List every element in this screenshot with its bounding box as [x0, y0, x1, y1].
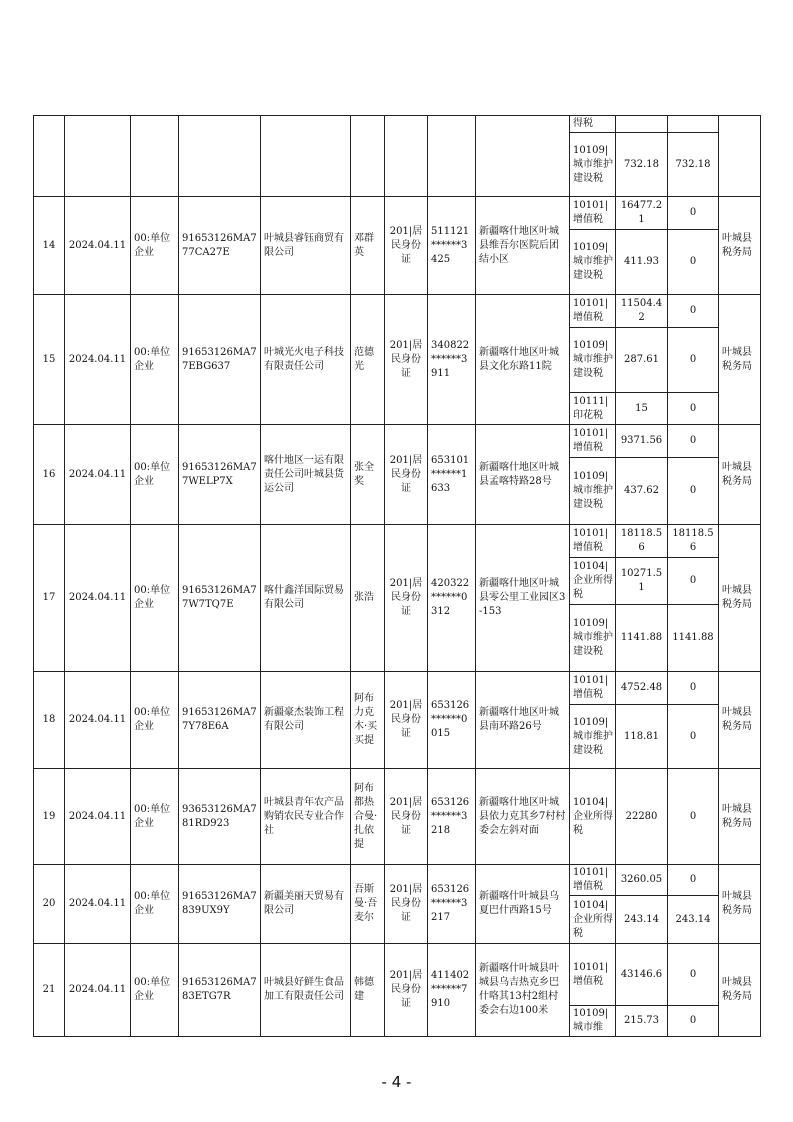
- empty-cell: [719, 116, 761, 197]
- company-name: 喀什地区一运有限责任公司叶城县货运公司: [261, 425, 351, 525]
- tax-item: 得税: [570, 116, 616, 133]
- tax-authority: 叶城县税务局: [719, 525, 761, 672]
- company-name: 喀什鑫洋国际贸易有限公司: [261, 525, 351, 672]
- tax-item: 10101|增值税: [570, 672, 616, 705]
- record-date: 2024.04.11: [65, 425, 131, 525]
- tax-amount: 4752.48: [616, 672, 668, 705]
- tax-item: 10104|企业所得税: [570, 769, 616, 865]
- tax-amount: 43146.6: [616, 944, 668, 1006]
- tax-authority: 叶城县税务局: [719, 769, 761, 865]
- empty-cell: [34, 116, 65, 197]
- credit-code: 91653126MA77EBG637: [179, 295, 261, 425]
- legal-representative: 张浩: [351, 525, 385, 672]
- tax-amount: 215.73: [616, 1006, 668, 1037]
- table-row: [34, 525, 761, 558]
- record-number: 16: [34, 425, 65, 525]
- record-number: 17: [34, 525, 65, 672]
- business-address: 新疆喀什地区叶城县零公里工业园区3-153: [476, 525, 570, 672]
- record-number: 21: [34, 944, 65, 1037]
- id-type: 201|居民身份证: [385, 944, 428, 1037]
- taxpayer-type: 00:单位企业: [131, 197, 179, 295]
- record-date: 2024.04.11: [65, 944, 131, 1037]
- empty-cell: [428, 116, 476, 197]
- tax-item: 10109|城市维护建设税: [570, 458, 616, 525]
- id-type: 201|居民身份证: [385, 525, 428, 672]
- legal-representative: 张全奖: [351, 425, 385, 525]
- taxpayer-type: 00:单位企业: [131, 425, 179, 525]
- company-name: 新疆豪杰装饰工程有限公司: [261, 672, 351, 769]
- record-date: 2024.04.11: [65, 295, 131, 425]
- legal-representative: 阿布力克木·买买提: [351, 672, 385, 769]
- table-row: [34, 197, 761, 230]
- tax-unpaid: 0: [668, 295, 719, 328]
- tax-item: 10109|城市维护建设税: [570, 705, 616, 769]
- tax-item: 10109|城市维护建设税: [570, 328, 616, 393]
- tax-amount: 15: [616, 393, 668, 425]
- record-number: 14: [34, 197, 65, 295]
- tax-unpaid: 0: [668, 558, 719, 605]
- legal-representative: 邓群英: [351, 197, 385, 295]
- tax-amount: 10271.51: [616, 558, 668, 605]
- id-type: 201|居民身份证: [385, 865, 428, 944]
- tax-amount: 16477.21: [616, 197, 668, 230]
- empty-cell: [179, 116, 261, 197]
- tax-unpaid: 18118.56: [668, 525, 719, 558]
- tax-amount: 437.62: [616, 458, 668, 525]
- tax-unpaid: 0: [668, 393, 719, 425]
- tax-unpaid: [668, 116, 719, 133]
- id-number: 420322******0312: [428, 525, 476, 672]
- tax-unpaid: 0: [668, 769, 719, 865]
- credit-code: 93653126MA781RD923: [179, 769, 261, 865]
- tax-amount: [616, 116, 668, 133]
- legal-representative: 吾斯曼·吾麦尔: [351, 865, 385, 944]
- credit-code: 91653126MA783ETG7R: [179, 944, 261, 1037]
- business-address: 新疆喀什地区叶城县文化东路11院: [476, 295, 570, 425]
- id-type: 201|居民身份证: [385, 425, 428, 525]
- tax-item: 10109|城市维护建设税: [570, 133, 616, 197]
- record-number: 18: [34, 672, 65, 769]
- tax-item: 10101|增值税: [570, 197, 616, 230]
- business-address: 新疆喀什地区叶城县南环路26号: [476, 672, 570, 769]
- tax-unpaid: 0: [668, 944, 719, 1006]
- tax-authority: 叶城县税务局: [719, 672, 761, 769]
- tax-item: 10101|增值税: [570, 525, 616, 558]
- tax-unpaid: 0: [668, 672, 719, 705]
- tax-item: 10101|增值税: [570, 295, 616, 328]
- record-number: 20: [34, 865, 65, 944]
- tax-item: 10111|印花税: [570, 393, 616, 425]
- table-row: [34, 944, 761, 1006]
- tax-item: 10101|增值税: [570, 865, 616, 896]
- tax-record-table: [33, 115, 761, 1037]
- tax-amount: 22280: [616, 769, 668, 865]
- id-number: 653126******3217: [428, 865, 476, 944]
- taxpayer-type: 00:单位企业: [131, 769, 179, 865]
- tax-item: 10104|企业所得税: [570, 558, 616, 605]
- table-body: [34, 116, 761, 1037]
- tax-item: 10109|城市维护建设税: [570, 605, 616, 672]
- empty-cell: [131, 116, 179, 197]
- tax-unpaid: 0: [668, 230, 719, 295]
- empty-cell: [385, 116, 428, 197]
- empty-cell: [261, 116, 351, 197]
- business-address: 新疆喀什地区叶城县维吾尔医院后团结小区: [476, 197, 570, 295]
- tax-amount: 287.61: [616, 328, 668, 393]
- legal-representative: 范德光: [351, 295, 385, 425]
- tax-authority: 叶城县税务局: [719, 944, 761, 1037]
- tax-unpaid: 0: [668, 1006, 719, 1037]
- legal-representative: 韩德建: [351, 944, 385, 1037]
- id-number: 511121******3425: [428, 197, 476, 295]
- credit-code: 91653126MA77WELP7X: [179, 425, 261, 525]
- id-number: 340822******3911: [428, 295, 476, 425]
- tax-unpaid: 0: [668, 705, 719, 769]
- empty-cell: [476, 116, 570, 197]
- taxpayer-type: 00:单位企业: [131, 944, 179, 1037]
- tax-unpaid: 243.14: [668, 896, 719, 944]
- tax-amount: 1141.88: [616, 605, 668, 672]
- tax-amount: 243.14: [616, 896, 668, 944]
- tax-unpaid: 0: [668, 458, 719, 525]
- credit-code: 91653126MA77W7TQ7E: [179, 525, 261, 672]
- tax-amount: 732.18: [616, 133, 668, 197]
- record-number: 15: [34, 295, 65, 425]
- company-name: 叶城光火电子科技有限责任公司: [261, 295, 351, 425]
- taxpayer-type: 00:单位企业: [131, 295, 179, 425]
- id-number: 653126******0015: [428, 672, 476, 769]
- business-address: 新疆喀什地区叶城县孟喀特路28号: [476, 425, 570, 525]
- tax-item: 10109|城市维护建设税: [570, 230, 616, 295]
- table-row: [34, 295, 761, 328]
- tax-item: 10101|增值税: [570, 944, 616, 1006]
- tax-unpaid: 1141.88: [668, 605, 719, 672]
- empty-cell: [351, 116, 385, 197]
- tax-authority: 叶城县税务局: [719, 295, 761, 425]
- table-row: [34, 116, 761, 133]
- table-row: [34, 672, 761, 705]
- tax-amount: 411.93: [616, 230, 668, 295]
- id-type: 201|居民身份证: [385, 769, 428, 865]
- id-number: 653126******3218: [428, 769, 476, 865]
- legal-representative: 阿布都热合曼·扎依提: [351, 769, 385, 865]
- credit-code: 91653126MA77Y78E6A: [179, 672, 261, 769]
- business-address: 新疆喀什叶城县叶城县乌吉热克乡巴什咯其13村2组村委会右边100米: [476, 944, 570, 1037]
- tax-amount: 18118.56: [616, 525, 668, 558]
- company-name: 叶城县好鲜生食品加工有限责任公司: [261, 944, 351, 1037]
- tax-amount: 3260.05: [616, 865, 668, 896]
- tax-unpaid: 0: [668, 425, 719, 458]
- tax-unpaid: 0: [668, 328, 719, 393]
- table-row: [34, 769, 761, 865]
- id-type: 201|居民身份证: [385, 295, 428, 425]
- credit-code: 91653126MA777CA27E: [179, 197, 261, 295]
- tax-authority: 叶城县税务局: [719, 865, 761, 944]
- tax-unpaid: 0: [668, 197, 719, 230]
- taxpayer-type: 00:单位企业: [131, 525, 179, 672]
- id-number: 411402******7910: [428, 944, 476, 1037]
- taxpayer-type: 00:单位企业: [131, 865, 179, 944]
- tax-authority: 叶城县税务局: [719, 425, 761, 525]
- tax-item: 10101|增值税: [570, 425, 616, 458]
- record-number: 19: [34, 769, 65, 865]
- taxpayer-type: 00:单位企业: [131, 672, 179, 769]
- empty-cell: [65, 116, 131, 197]
- tax-item: 10104|企业所得税: [570, 896, 616, 944]
- table-row: [34, 865, 761, 896]
- page-number: - 4 -: [381, 1073, 412, 1091]
- tax-amount: 9371.56: [616, 425, 668, 458]
- business-address: 新疆喀什叶城县乌夏巴什西路15号: [476, 865, 570, 944]
- id-type: 201|居民身份证: [385, 197, 428, 295]
- tax-unpaid: 0: [668, 865, 719, 896]
- record-date: 2024.04.11: [65, 525, 131, 672]
- id-number: 653101******1633: [428, 425, 476, 525]
- tax-authority: 叶城县税务局: [719, 197, 761, 295]
- record-date: 2024.04.11: [65, 769, 131, 865]
- record-date: 2024.04.11: [65, 865, 131, 944]
- business-address: 新疆喀什地区叶城县依力克其乡7村村委会左斜对面: [476, 769, 570, 865]
- table-row: [34, 425, 761, 458]
- id-type: 201|居民身份证: [385, 672, 428, 769]
- tax-item: 10109|城市维: [570, 1006, 616, 1037]
- company-name: 叶城县青年农产品购销农民专业合作社: [261, 769, 351, 865]
- company-name: 叶城县睿钰商贸有限公司: [261, 197, 351, 295]
- credit-code: 91653126MA7839UX9Y: [179, 865, 261, 944]
- company-name: 新疆美丽天贸易有限公司: [261, 865, 351, 944]
- record-date: 2024.04.11: [65, 672, 131, 769]
- tax-unpaid: 732.18: [668, 133, 719, 197]
- tax-amount: 11504.42: [616, 295, 668, 328]
- record-date: 2024.04.11: [65, 197, 131, 295]
- tax-amount: 118.81: [616, 705, 668, 769]
